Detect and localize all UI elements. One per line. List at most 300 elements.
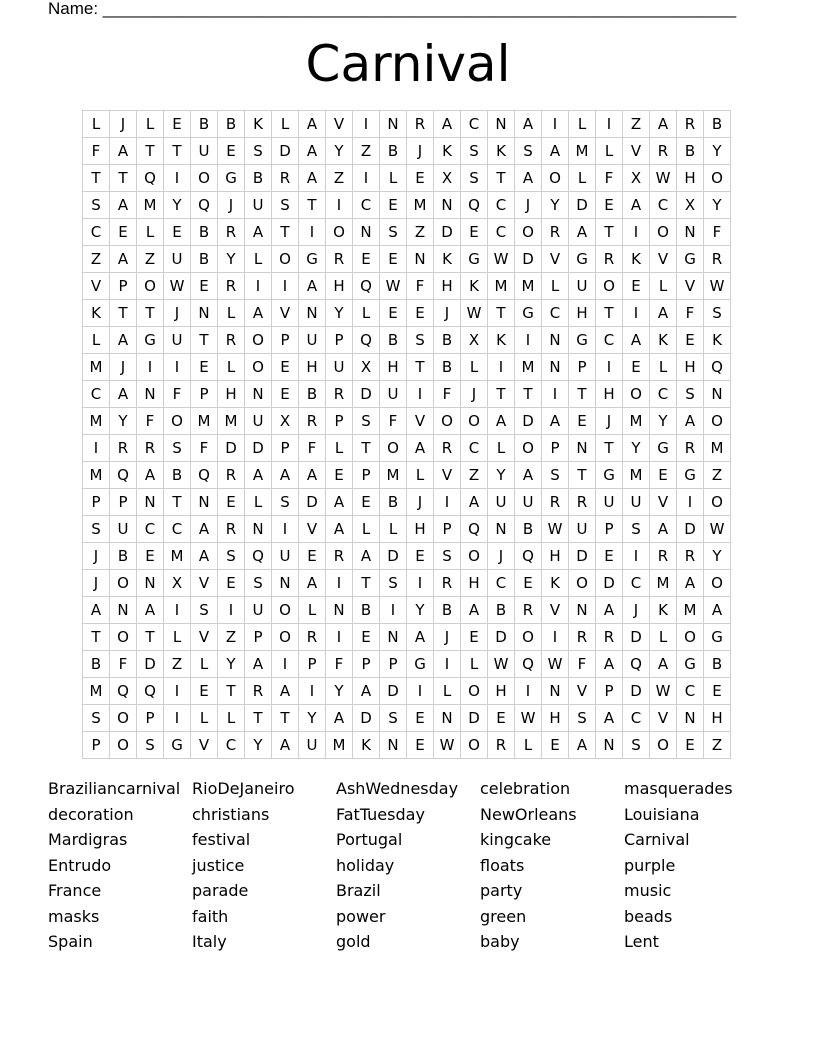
grid-cell: H — [380, 354, 407, 381]
grid-row — [83, 705, 731, 732]
word-list-item: Brazil — [336, 881, 381, 900]
grid-cell: V — [272, 300, 299, 327]
grid-cell: E — [137, 543, 164, 570]
grid-cell: H — [677, 354, 704, 381]
grid-cell: L — [83, 111, 110, 138]
word-search-grid — [82, 110, 731, 759]
word-list-item: Louisiana — [624, 804, 700, 824]
grid-cell: N — [380, 624, 407, 651]
grid-cell: A — [542, 408, 569, 435]
grid-row — [83, 462, 731, 489]
grid-cell: P — [272, 435, 299, 462]
grid-cell: M — [677, 597, 704, 624]
grid-cell: O — [704, 489, 731, 516]
grid-cell: O — [704, 165, 731, 192]
grid-cell: T — [488, 165, 515, 192]
grid-cell: I — [623, 219, 650, 246]
grid-row — [83, 381, 731, 408]
grid-cell: R — [218, 327, 245, 354]
grid-cell: E — [218, 138, 245, 165]
grid-cell: L — [218, 300, 245, 327]
word-list-item: France — [48, 881, 102, 900]
grid-cell: A — [353, 543, 380, 570]
grid-cell: L — [353, 516, 380, 543]
grid-cell: R — [272, 165, 299, 192]
grid-cell: S — [380, 570, 407, 597]
grid-cell: R — [596, 246, 623, 273]
grid-cell: A — [299, 111, 326, 138]
grid-cell: H — [542, 705, 569, 732]
grid-cell: L — [596, 138, 623, 165]
grid-cell: V — [299, 516, 326, 543]
grid-cell: W — [650, 165, 677, 192]
grid-cell: E — [191, 273, 218, 300]
grid-cell: L — [245, 489, 272, 516]
word-list — [48, 778, 768, 957]
grid-cell: S — [704, 300, 731, 327]
grid-cell: N — [245, 381, 272, 408]
grid-cell: S — [380, 705, 407, 732]
grid-cell: I — [542, 381, 569, 408]
grid-cell: D — [272, 138, 299, 165]
grid-cell: A — [191, 543, 218, 570]
grid-cell: Q — [704, 354, 731, 381]
grid-cell: T — [407, 354, 434, 381]
grid-cell: E — [380, 192, 407, 219]
word-list-item: festival — [192, 830, 251, 849]
grid-cell: X — [623, 165, 650, 192]
grid-cell: K — [488, 138, 515, 165]
grid-cell: A — [110, 246, 137, 273]
grid-cell: Q — [245, 543, 272, 570]
grid-cell: I — [164, 354, 191, 381]
grid-cell: R — [218, 462, 245, 489]
grid-cell: E — [488, 705, 515, 732]
grid-cell: O — [650, 732, 677, 759]
grid-cell: D — [596, 570, 623, 597]
grid-cell: W — [488, 651, 515, 678]
grid-cell: K — [434, 246, 461, 273]
grid-cell: R — [677, 543, 704, 570]
grid-cell: A — [650, 300, 677, 327]
grid-cell: I — [164, 597, 191, 624]
word-list-item: Entrudo — [48, 855, 112, 875]
grid-cell: P — [434, 516, 461, 543]
grid-cell: G — [677, 651, 704, 678]
grid-cell: Q — [110, 462, 137, 489]
grid-cell: L — [137, 219, 164, 246]
grid-cell: S — [380, 219, 407, 246]
grid-cell: K — [461, 273, 488, 300]
grid-cell: Y — [326, 300, 353, 327]
grid-cell: C — [488, 219, 515, 246]
grid-cell: Q — [191, 192, 218, 219]
grid-cell: I — [407, 678, 434, 705]
grid-cell: R — [326, 246, 353, 273]
grid-cell: T — [515, 381, 542, 408]
grid-cell: T — [596, 435, 623, 462]
grid-cell: Y — [299, 705, 326, 732]
grid-cell: M — [650, 570, 677, 597]
grid-cell: J — [434, 300, 461, 327]
grid-cell: A — [299, 462, 326, 489]
grid-cell: Z — [137, 246, 164, 273]
grid-row — [83, 570, 731, 597]
grid-cell: E — [353, 489, 380, 516]
grid-cell: E — [596, 192, 623, 219]
grid-cell: L — [650, 273, 677, 300]
grid-cell: T — [272, 219, 299, 246]
grid-cell: F — [569, 651, 596, 678]
grid-cell: Z — [461, 462, 488, 489]
grid-cell: R — [218, 219, 245, 246]
grid-cell: E — [407, 732, 434, 759]
word-list-item: masks — [48, 906, 100, 926]
grid-cell: D — [299, 489, 326, 516]
grid-cell: I — [218, 597, 245, 624]
grid-cell: O — [623, 381, 650, 408]
word-list-item: Braziliancarnival — [48, 779, 181, 798]
grid-cell: U — [380, 381, 407, 408]
grid-cell: V — [623, 138, 650, 165]
grid-cell: T — [83, 624, 110, 651]
grid-cell: I — [83, 435, 110, 462]
grid-cell: W — [434, 732, 461, 759]
grid-cell: M — [623, 408, 650, 435]
grid-cell: L — [515, 732, 542, 759]
grid-cell: G — [650, 435, 677, 462]
grid-cell: L — [542, 273, 569, 300]
grid-cell: P — [326, 408, 353, 435]
name-field-label: Name: ___________________________________________________________________ — [48, 0, 737, 18]
grid-cell: B — [380, 489, 407, 516]
grid-cell: T — [137, 300, 164, 327]
grid-cell: O — [245, 354, 272, 381]
grid-cell: H — [461, 570, 488, 597]
grid-cell: A — [677, 408, 704, 435]
grid-cell: I — [407, 570, 434, 597]
grid-cell: T — [164, 138, 191, 165]
grid-cell: U — [326, 354, 353, 381]
grid-cell: H — [488, 678, 515, 705]
grid-cell: D — [218, 435, 245, 462]
grid-cell: N — [569, 597, 596, 624]
page-title: Carnival — [305, 35, 511, 93]
grid-cell: I — [515, 678, 542, 705]
grid-cell: A — [137, 597, 164, 624]
grid-cell: W — [542, 516, 569, 543]
grid-cell: M — [515, 354, 542, 381]
grid-cell: O — [569, 570, 596, 597]
grid-cell: V — [542, 246, 569, 273]
grid-cell: J — [83, 570, 110, 597]
grid-cell: S — [83, 705, 110, 732]
grid-cell: T — [596, 219, 623, 246]
grid-cell: A — [407, 435, 434, 462]
grid-cell: F — [380, 408, 407, 435]
grid-cell: B — [110, 543, 137, 570]
grid-cell: J — [407, 138, 434, 165]
grid-cell: Y — [218, 246, 245, 273]
grid-cell: P — [137, 705, 164, 732]
grid-cell: L — [569, 111, 596, 138]
grid-cell: D — [353, 705, 380, 732]
grid-cell: D — [677, 516, 704, 543]
word-list-item: party — [480, 881, 523, 900]
grid-cell: L — [218, 354, 245, 381]
grid-cell: Z — [704, 732, 731, 759]
grid-cell: B — [191, 246, 218, 273]
grid-cell: V — [191, 570, 218, 597]
grid-cell: Y — [245, 732, 272, 759]
grid-cell: R — [650, 138, 677, 165]
grid-cell: F — [191, 435, 218, 462]
grid-cell: W — [164, 273, 191, 300]
grid-cell: B — [434, 597, 461, 624]
grid-cell: B — [380, 138, 407, 165]
grid-cell: N — [677, 705, 704, 732]
grid-cell: E — [542, 732, 569, 759]
grid-cell: P — [326, 327, 353, 354]
grid-cell: R — [407, 111, 434, 138]
grid-cell: S — [272, 489, 299, 516]
word-list-item: FatTuesday — [336, 804, 425, 824]
grid-cell: X — [353, 354, 380, 381]
grid-cell: Y — [326, 678, 353, 705]
grid-cell: G — [677, 462, 704, 489]
grid-cell: J — [83, 543, 110, 570]
grid-cell: B — [704, 111, 731, 138]
grid-cell: Q — [137, 678, 164, 705]
grid-cell: H — [596, 381, 623, 408]
grid-cell: L — [650, 624, 677, 651]
grid-cell: D — [569, 543, 596, 570]
word-list-item: gold — [336, 932, 371, 951]
grid-cell: B — [191, 111, 218, 138]
word-list-item: music — [624, 881, 672, 900]
grid-cell: P — [272, 327, 299, 354]
grid-cell: U — [245, 192, 272, 219]
grid-cell: J — [110, 354, 137, 381]
grid-cell: I — [164, 165, 191, 192]
grid-cell: Z — [218, 624, 245, 651]
grid-cell: R — [218, 273, 245, 300]
grid-cell: A — [272, 678, 299, 705]
grid-cell: M — [515, 273, 542, 300]
grid-cell: D — [434, 219, 461, 246]
grid-cell: L — [191, 651, 218, 678]
grid-cell: I — [407, 381, 434, 408]
grid-cell: B — [515, 516, 542, 543]
grid-cell: S — [245, 138, 272, 165]
grid-cell: L — [380, 165, 407, 192]
grid-cell: P — [83, 732, 110, 759]
grid-cell: P — [245, 624, 272, 651]
grid-cell: Q — [461, 192, 488, 219]
grid-cell: E — [299, 543, 326, 570]
grid-cell: U — [596, 489, 623, 516]
grid-row — [83, 246, 731, 273]
grid-cell: E — [191, 678, 218, 705]
grid-cell: E — [164, 219, 191, 246]
grid-cell: M — [704, 435, 731, 462]
grid-cell: A — [353, 678, 380, 705]
grid-cell: L — [245, 246, 272, 273]
grid-cell: I — [164, 705, 191, 732]
grid-cell: N — [542, 327, 569, 354]
grid-cell: P — [353, 462, 380, 489]
word-list-item: baby — [480, 932, 520, 951]
grid-cell: O — [704, 570, 731, 597]
grid-row — [83, 651, 731, 678]
grid-cell: B — [218, 111, 245, 138]
word-list-item: power — [336, 906, 386, 926]
grid-cell: E — [218, 570, 245, 597]
grid-cell: U — [110, 516, 137, 543]
grid-cell: B — [299, 381, 326, 408]
grid-cell: L — [272, 111, 299, 138]
grid-cell: M — [623, 462, 650, 489]
grid-cell: B — [191, 219, 218, 246]
grid-cell: R — [434, 435, 461, 462]
grid-cell: Q — [515, 543, 542, 570]
grid-cell: T — [245, 705, 272, 732]
grid-cell: N — [137, 381, 164, 408]
grid-cell: E — [407, 300, 434, 327]
grid-cell: N — [569, 435, 596, 462]
grid-cell: O — [461, 732, 488, 759]
grid-cell: A — [434, 111, 461, 138]
grid-cell: S — [515, 138, 542, 165]
grid-cell: S — [569, 705, 596, 732]
grid-cell: C — [83, 219, 110, 246]
grid-cell: G — [137, 327, 164, 354]
grid-cell: D — [515, 408, 542, 435]
grid-cell: E — [380, 300, 407, 327]
grid-cell: N — [488, 111, 515, 138]
grid-cell: U — [245, 408, 272, 435]
grid-cell: P — [596, 678, 623, 705]
grid-cell: T — [83, 165, 110, 192]
grid-cell: N — [137, 489, 164, 516]
grid-cell: E — [326, 462, 353, 489]
grid-cell: N — [245, 516, 272, 543]
grid-cell: O — [137, 273, 164, 300]
grid-cell: N — [191, 300, 218, 327]
grid-row — [83, 273, 731, 300]
grid-cell: S — [461, 165, 488, 192]
grid-cell: S — [272, 192, 299, 219]
grid-cell: O — [191, 165, 218, 192]
grid-cell: Y — [704, 192, 731, 219]
grid-cell: K — [488, 327, 515, 354]
grid-cell: M — [83, 354, 110, 381]
grid-cell: N — [434, 192, 461, 219]
grid-cell: H — [542, 543, 569, 570]
word-list-item: beads — [624, 906, 673, 926]
grid-cell: E — [380, 246, 407, 273]
grid-cell: V — [83, 273, 110, 300]
grid-cell: Y — [704, 138, 731, 165]
grid-cell: M — [83, 678, 110, 705]
grid-cell: S — [137, 732, 164, 759]
grid-cell: A — [110, 327, 137, 354]
grid-cell: B — [245, 165, 272, 192]
grid-cell: S — [83, 516, 110, 543]
grid-cell: Q — [353, 273, 380, 300]
grid-cell: Y — [407, 597, 434, 624]
grid-cell: Z — [353, 138, 380, 165]
grid-row — [83, 165, 731, 192]
word-list-item: Spain — [48, 932, 93, 951]
grid-cell: C — [83, 381, 110, 408]
grid-cell: P — [110, 489, 137, 516]
grid-cell: E — [650, 462, 677, 489]
grid-cell: A — [488, 408, 515, 435]
grid-row — [83, 138, 731, 165]
grid-cell: C — [677, 678, 704, 705]
grid-cell: V — [677, 273, 704, 300]
grid-row — [83, 489, 731, 516]
grid-cell: G — [299, 246, 326, 273]
grid-cell: E — [407, 543, 434, 570]
grid-cell: Z — [407, 219, 434, 246]
grid-cell: L — [326, 435, 353, 462]
grid-cell: C — [461, 435, 488, 462]
grid-cell: A — [650, 651, 677, 678]
grid-cell: K — [245, 111, 272, 138]
grid-cell: C — [623, 570, 650, 597]
grid-cell: G — [218, 165, 245, 192]
grid-cell: S — [461, 138, 488, 165]
grid-cell: N — [353, 219, 380, 246]
grid-cell: O — [677, 624, 704, 651]
grid-cell: A — [83, 597, 110, 624]
grid-row — [83, 192, 731, 219]
grid-cell: E — [704, 678, 731, 705]
grid-cell: P — [542, 435, 569, 462]
grid-cell: B — [164, 462, 191, 489]
grid-cell: L — [353, 300, 380, 327]
grid-cell: M — [137, 192, 164, 219]
grid-cell: Z — [326, 165, 353, 192]
word-list-item: Mardigras — [48, 830, 128, 849]
grid-cell: T — [488, 300, 515, 327]
grid-cell: R — [326, 381, 353, 408]
grid-cell: O — [110, 705, 137, 732]
grid-cell: M — [569, 138, 596, 165]
grid-cell: K — [623, 246, 650, 273]
grid-cell: G — [164, 732, 191, 759]
grid-cell: A — [407, 624, 434, 651]
grid-cell: I — [596, 354, 623, 381]
grid-cell: L — [164, 624, 191, 651]
grid-cell: Q — [137, 165, 164, 192]
grid-cell: F — [677, 300, 704, 327]
grid-cell: O — [110, 624, 137, 651]
grid-cell: F — [434, 381, 461, 408]
grid-cell: Z — [164, 651, 191, 678]
grid-cell: S — [623, 732, 650, 759]
grid-cell: D — [569, 192, 596, 219]
grid-cell: M — [380, 462, 407, 489]
grid-cell: E — [623, 273, 650, 300]
grid-cell: P — [110, 273, 137, 300]
word-list-item: masquerades — [624, 779, 733, 798]
grid-cell: M — [218, 408, 245, 435]
grid-cell: O — [272, 246, 299, 273]
grid-cell: T — [299, 192, 326, 219]
